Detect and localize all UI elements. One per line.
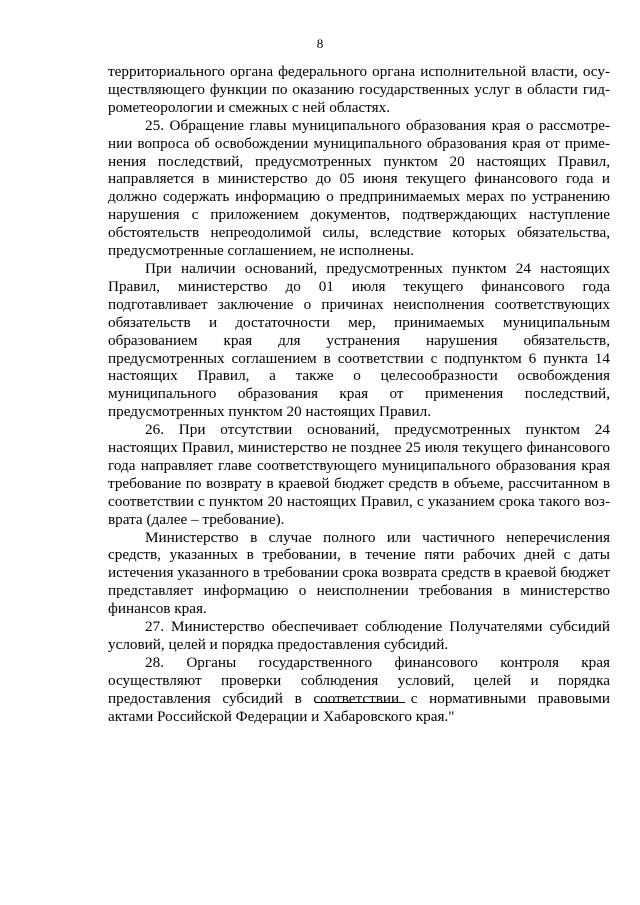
paragraph-item-28: 28. Органы государственного финансового контроля края осуществляют проверки соблюдения условий, целей и порядка предоставления субсидий в соответствии с нормативными правовыми актами Российской Федерации и Хабаровского края." [108, 653, 610, 725]
paragraph-item-26: 26. При отсутствии оснований, предусмотренных пунктом 24 настоящих Правил, министерство не позднее 25 июля текущего финансового года направляет главе соответствующего муниципального образования края требование по возврату в краевой бюджет средств в объеме, рассчитанном в соответствии с пунктом 20 настоящих Правил, с указанием срока такого возврата (далее – требование). [108, 421, 610, 528]
paragraph-item-26-notification: Министерство в случае полного или частичного неперечисления средств, указанных в требовании, в течение пяти рабочих дней с даты истечения указанного в требовании срока возврата средств в краевой бюджет представляет информацию о неисполнении требования в министерство финансов края. [108, 528, 610, 618]
page-number: 8 [316, 36, 324, 51]
paragraph-item-25-conclusion: При наличии оснований, предусмотренных пунктом 24 настоящих Правил, министерство до 01 июля текущего финансового года подготавливает заключение о причинах неисполнения соответствующих обязательств и достаточности мер, принимаемых муниципальным образованием края для устранения нарушения обязательств, предусмотренных соглашением в соответствии с подпунктом 6 пункта 14 настоящих Правил, а также о целесообразности освобождения муниципального образования края от применения последствий, предусмотренных пунктом 20 настоящих Правил. [108, 259, 610, 421]
document-body [108, 63, 610, 726]
paragraph-item-27: 27. Министерство обеспечивает соблюдение Получателями субсидий условий, целей и порядка предоставления субсидий. [108, 618, 610, 653]
paragraph-item-25: 25. Обращение главы муниципального образования края о рассмотрении вопроса об освобождении муниципального образования края от применения последствий, предусмотренных пунктом 20 настоящих Правил, направляется в министерство до 05 июня текущего финансового года и должно содержать информацию о предпринимаемых мерах по устранению нарушения с приложением документов, подтверждающих наступление обстоятельств непреодолимой силы, вследствие которых обязательства, предусмотренные соглашением, не исполнены. [108, 116, 610, 260]
paragraph-continuation: территориального органа федерального органа исполнительной власти, осуществляющего функции по оказанию государственных услуг в области гидрометеорологии и смежных с ней областях. [108, 63, 610, 116]
end-of-document-divider [315, 702, 405, 703]
